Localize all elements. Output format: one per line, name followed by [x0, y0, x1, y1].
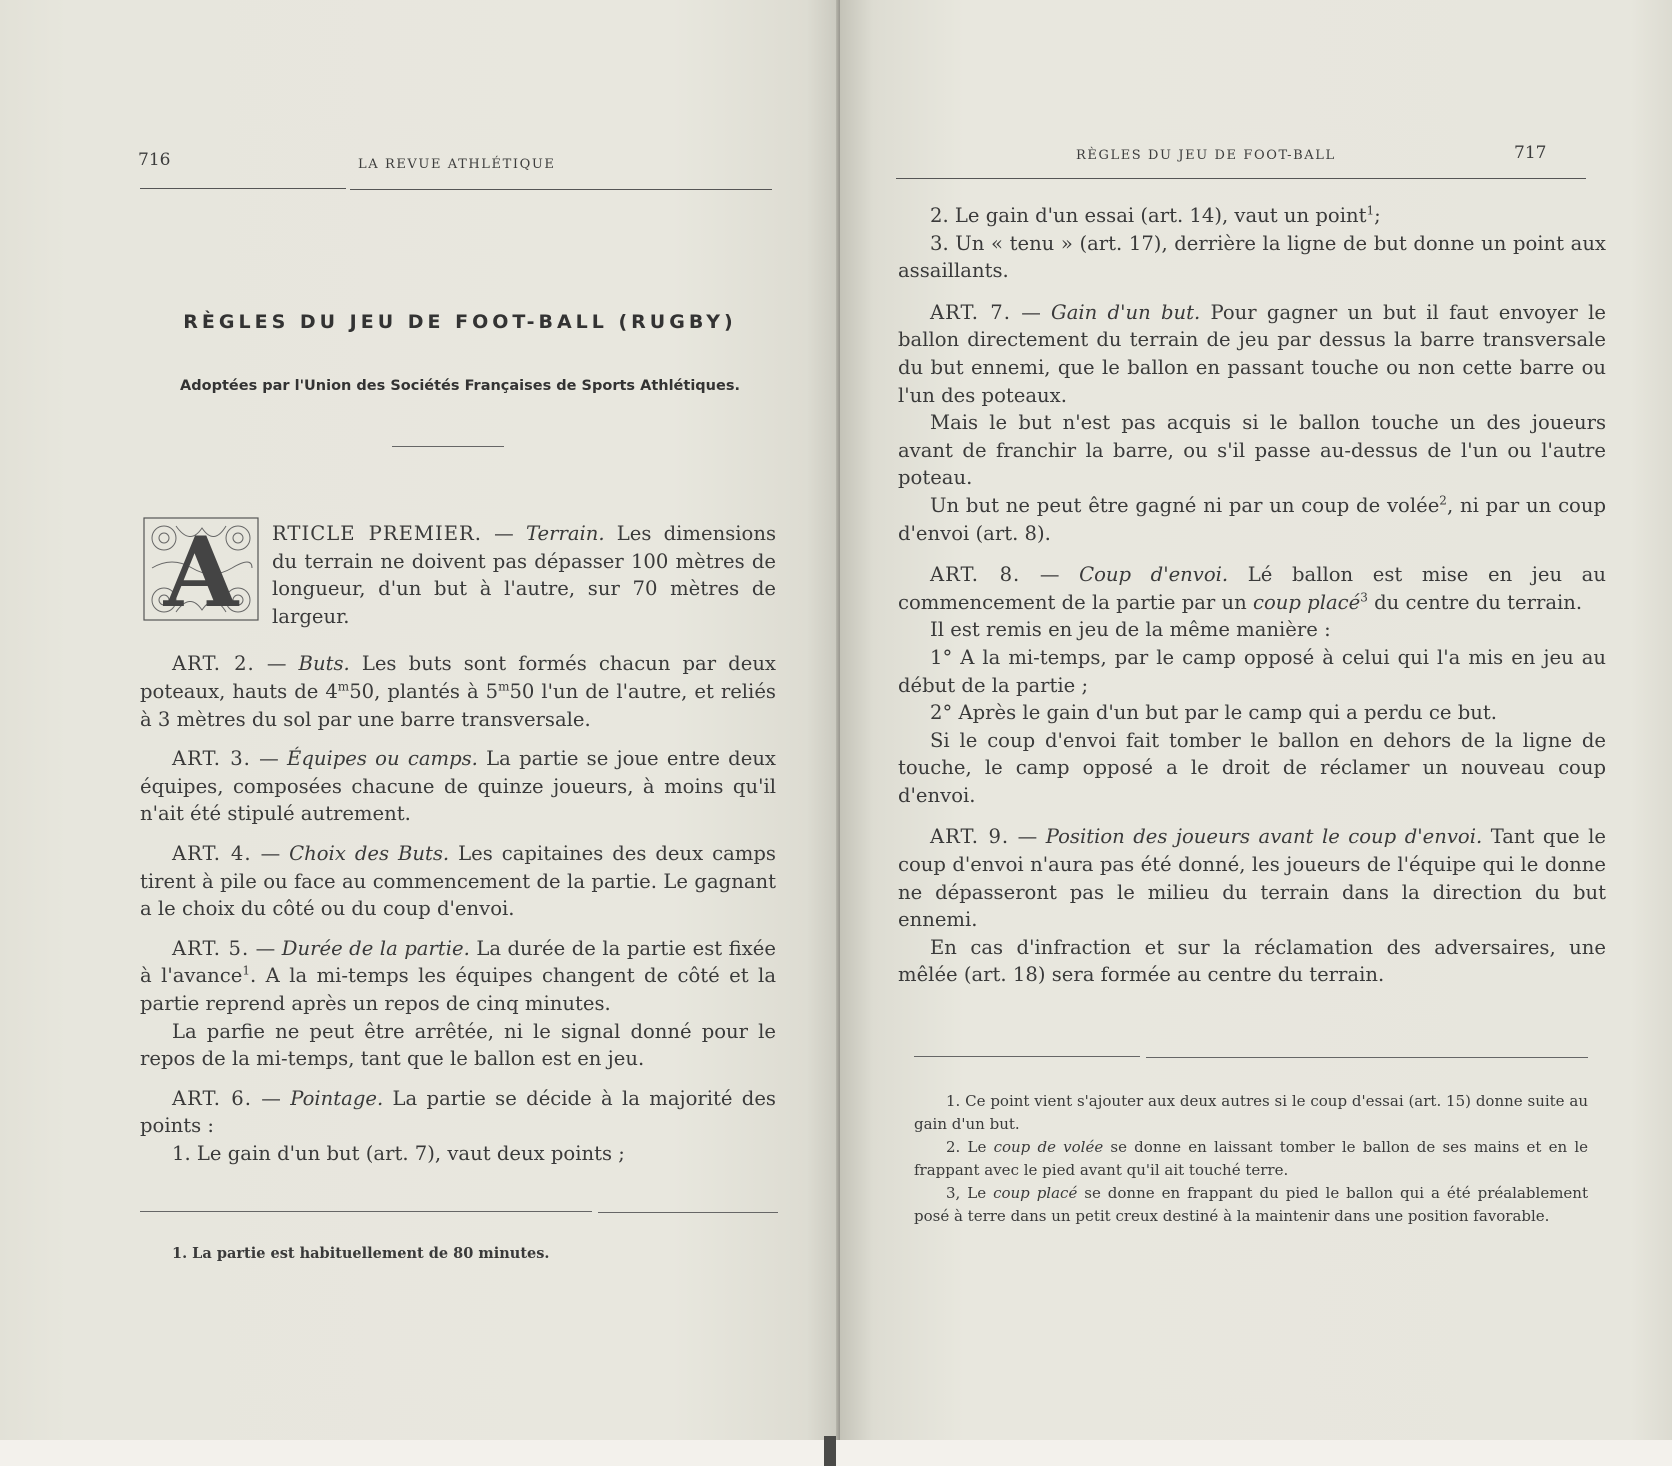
scan-bottom-margin	[0, 1440, 1672, 1466]
article-8-paragraph-5: Si le coup d'envoi fait tomber le ballon en dehors de la ligne de touche, le camp opposé a le droit de réclamer un nouveau coup d'envoi.	[898, 728, 1606, 807]
article-5-paragraph-2: La parfie ne peut être arrêtée, ni le signal donné pour le repos de la mi-temps, tant que le ballon est en jeu.	[140, 1019, 776, 1071]
article-8-text-a: Lé ballon est mise en jeu au commencement de la partie par un	[898, 563, 1606, 614]
right-text-column	[898, 202, 1606, 989]
article-2-label: ART. 2.	[172, 652, 255, 676]
article-1-label: RTICLE PREMIER.	[272, 522, 483, 545]
article-2-text-a: Les buts sont formés chacun par deux poteaux, hauts de 4	[140, 652, 776, 703]
footnote-3	[914, 1182, 1588, 1228]
article-1	[272, 520, 776, 630]
article-2-dash: —	[254, 652, 299, 676]
title-separator	[392, 446, 504, 447]
article-6	[140, 1085, 776, 1140]
article-8-footnote-ref: 3	[1360, 590, 1368, 605]
footnote-rule-left-a	[140, 1211, 592, 1212]
footnote-2-term: coup de volée	[993, 1138, 1104, 1156]
article-1-heading: Terrain.	[525, 522, 605, 545]
footnote-2-text: se donne en laissant tomber le ballon de ses mains et en le frappant avec le pied avant qu'il ait touché terre.	[914, 1138, 1588, 1179]
article-1-dash: —	[482, 522, 526, 545]
article-7-paragraph-3-text-b: , ni par un coup d'envoi (art. 8).	[898, 493, 1606, 545]
article-4-heading: Choix des Buts.	[289, 841, 450, 865]
article-5	[140, 935, 776, 1018]
article-2-sup-a: m	[337, 679, 350, 694]
article-7-text: Pour gagner un but il faut envoyer le ballon directement du terrain de jeu par dessus la barre transversale du but ennemi, que le ballon en passant touche ou non cette barre ou l'un des poteaux.	[898, 300, 1606, 407]
article-5-dash: —	[249, 936, 282, 960]
left-page	[0, 0, 840, 1440]
article-5-footnote-ref: 1	[242, 963, 251, 978]
article-2-text-c: 50 l'un de l'autre, et reliés à 3 mètres du sol par une barre transversale.	[140, 679, 776, 731]
article-9-heading: Position des joueurs avant le coup d'envoi.	[1045, 825, 1483, 849]
footnote-3-term: coup placé	[993, 1184, 1078, 1202]
article-5-text-a: La durée de la partie est fixée à l'avance	[140, 936, 776, 988]
article-8-label: ART. 8.	[930, 563, 1021, 587]
article-7-paragraph-2: Mais le but n'est pas acquis si le ballon touche un des joueurs avant de franchir la barre, ou s'il passe au-dessus de l'un ou l'autre poteau.	[898, 411, 1606, 490]
right-page	[840, 0, 1672, 1440]
article-3-heading: Équipes ou camps.	[287, 747, 478, 771]
article-7-dash: —	[1010, 300, 1052, 324]
running-head-right: RÈGLES DU JEU DE FOOT-BALL	[1076, 148, 1336, 163]
footnote-left: 1. La partie est habituellement de 80 minutes.	[172, 1245, 550, 1262]
article-4	[140, 840, 776, 923]
article-3	[140, 745, 776, 828]
article-3-label: ART. 3.	[172, 747, 251, 771]
article-7-heading: Gain d'un but.	[1051, 300, 1201, 324]
scoring-item-3: 3. Un « tenu » (art. 17), derrière la ligne de but donne un point aux assaillants.	[898, 231, 1606, 283]
article-7-paragraph-3	[898, 492, 1606, 547]
running-head-left: LA REVUE ATHLÉTIQUE	[358, 157, 556, 172]
article-9-label: ART. 9.	[930, 825, 1010, 849]
article-4-dash: —	[251, 841, 290, 865]
article-5-label: ART. 5.	[172, 936, 250, 960]
footnote-2-num: 2. Le	[946, 1138, 994, 1156]
article-3-text: La partie se joue entre deux équipes, composées chacune de quinze joueurs, à moins qu'il n'ait été stipulé autrement.	[140, 747, 776, 826]
article-7	[898, 299, 1606, 409]
article-5-heading: Durée de la partie.	[281, 936, 470, 960]
article-6-item-1: 1. Le gain d'un but (art. 7), vaut deux points ;	[172, 1141, 625, 1165]
article-6-label: ART. 6.	[172, 1086, 252, 1110]
document-subtitle: Adoptées par l'Union des Sociétés Françaises de Sports Athlétiques.	[180, 378, 740, 394]
spine-mark	[824, 1436, 836, 1466]
dropcap-letter: A	[163, 516, 239, 622]
article-2-text-b: 50, plantés à 5	[349, 679, 499, 703]
page-number-left: 716	[138, 150, 171, 170]
footnote-rule-right-a	[914, 1056, 1140, 1057]
footnote-rule-right-b	[1146, 1057, 1588, 1058]
article-8-dash: —	[1020, 563, 1080, 587]
article-7-label: ART. 7.	[930, 300, 1011, 324]
article-4-text: Les capitaines des deux camps tirent à pile ou face au commencement de la partie. Le gagnant a le choix du côté ou du coup d'envoi.	[140, 841, 776, 921]
footnote-1: 1. Ce point vient s'ajouter aux deux autres si le coup d'essai (art. 15) donne suite au gain d'un but.	[914, 1092, 1588, 1133]
footnote-3-num: 3, Le	[946, 1184, 994, 1202]
header-rule-left-a	[140, 188, 346, 189]
article-9	[898, 823, 1606, 933]
article-3-dash: —	[250, 747, 288, 771]
left-text-column	[140, 520, 776, 1167]
article-9-dash: —	[1009, 825, 1046, 849]
article-5-text-b: . A la mi-temps les équipes changent de côté et la partie reprend après un repos de cinq minutes.	[140, 964, 776, 1015]
scoring-item-2-footnote-ref: 1	[1366, 203, 1375, 218]
article-7-paragraph-3-text-a: Un but ne peut être gagné ni par un coup de volée	[930, 493, 1440, 517]
article-8-paragraph-4: 2° Après le gain d'un but par le camp qui a perdu ce but.	[930, 701, 1497, 725]
article-6-dash: —	[251, 1086, 291, 1110]
article-9-paragraph-2: En cas d'infraction et sur la réclamation des adversaires, une mêlée (art. 18) sera formée au centre du terrain.	[898, 935, 1606, 987]
document-title: RÈGLES DU JEU DE FOOT-BALL (RUGBY)	[183, 311, 737, 333]
footnote-2	[914, 1136, 1588, 1182]
scoring-item-2	[898, 202, 1606, 230]
page-number-right: 717	[1514, 143, 1547, 163]
footnote-rule-left-b	[598, 1212, 778, 1213]
article-8-text-b: du centre du terrain.	[1367, 590, 1583, 614]
article-8-heading: Coup d'envoi.	[1079, 563, 1229, 587]
scoring-item-2-text: 2. Le gain d'un essai (art. 14), vaut un point	[930, 204, 1367, 227]
scoring-item-2-end: ;	[1374, 204, 1381, 227]
article-8-italic: coup placé	[1253, 590, 1361, 614]
article-8	[898, 561, 1606, 616]
article-2	[140, 650, 776, 733]
article-6-text: La partie se décide à la majorité des points :	[140, 1086, 776, 1138]
article-8-paragraph-2: Il est remis en jeu de la même manière :	[930, 618, 1331, 642]
article-8-paragraph-3: 1° A la mi-temps, par le camp opposé à celui qui l'a mis en jeu au début de la partie ;	[898, 645, 1606, 697]
footnote-3-text: se donne en frappant du pied le ballon qui a été préalablement posé à terre dans un petit creux destiné à la maintenir dans une position favorable.	[914, 1184, 1588, 1225]
header-rule-right	[896, 178, 1586, 179]
article-1-text: Les dimensions du terrain ne doivent pas dépasser 100 mètres de longueur, d'un but à l'autre, sur 70 mètres de largeur.	[272, 522, 776, 628]
article-9-text: Tant que le coup d'envoi n'aura pas été donné, les joueurs de l'équipe qui le donne ne dépasseront pas le milieu du terrain dans la direction du but ennemi.	[898, 825, 1606, 932]
article-2-heading: Buts.	[298, 652, 350, 676]
header-rule-left-b	[350, 189, 772, 190]
article-4-label: ART. 4.	[172, 841, 252, 865]
article-2-sup-b: m	[498, 679, 510, 694]
article-6-heading: Pointage.	[290, 1086, 384, 1110]
article-7-footnote-ref: 2	[1439, 493, 1447, 508]
footnotes-right	[914, 1090, 1588, 1228]
